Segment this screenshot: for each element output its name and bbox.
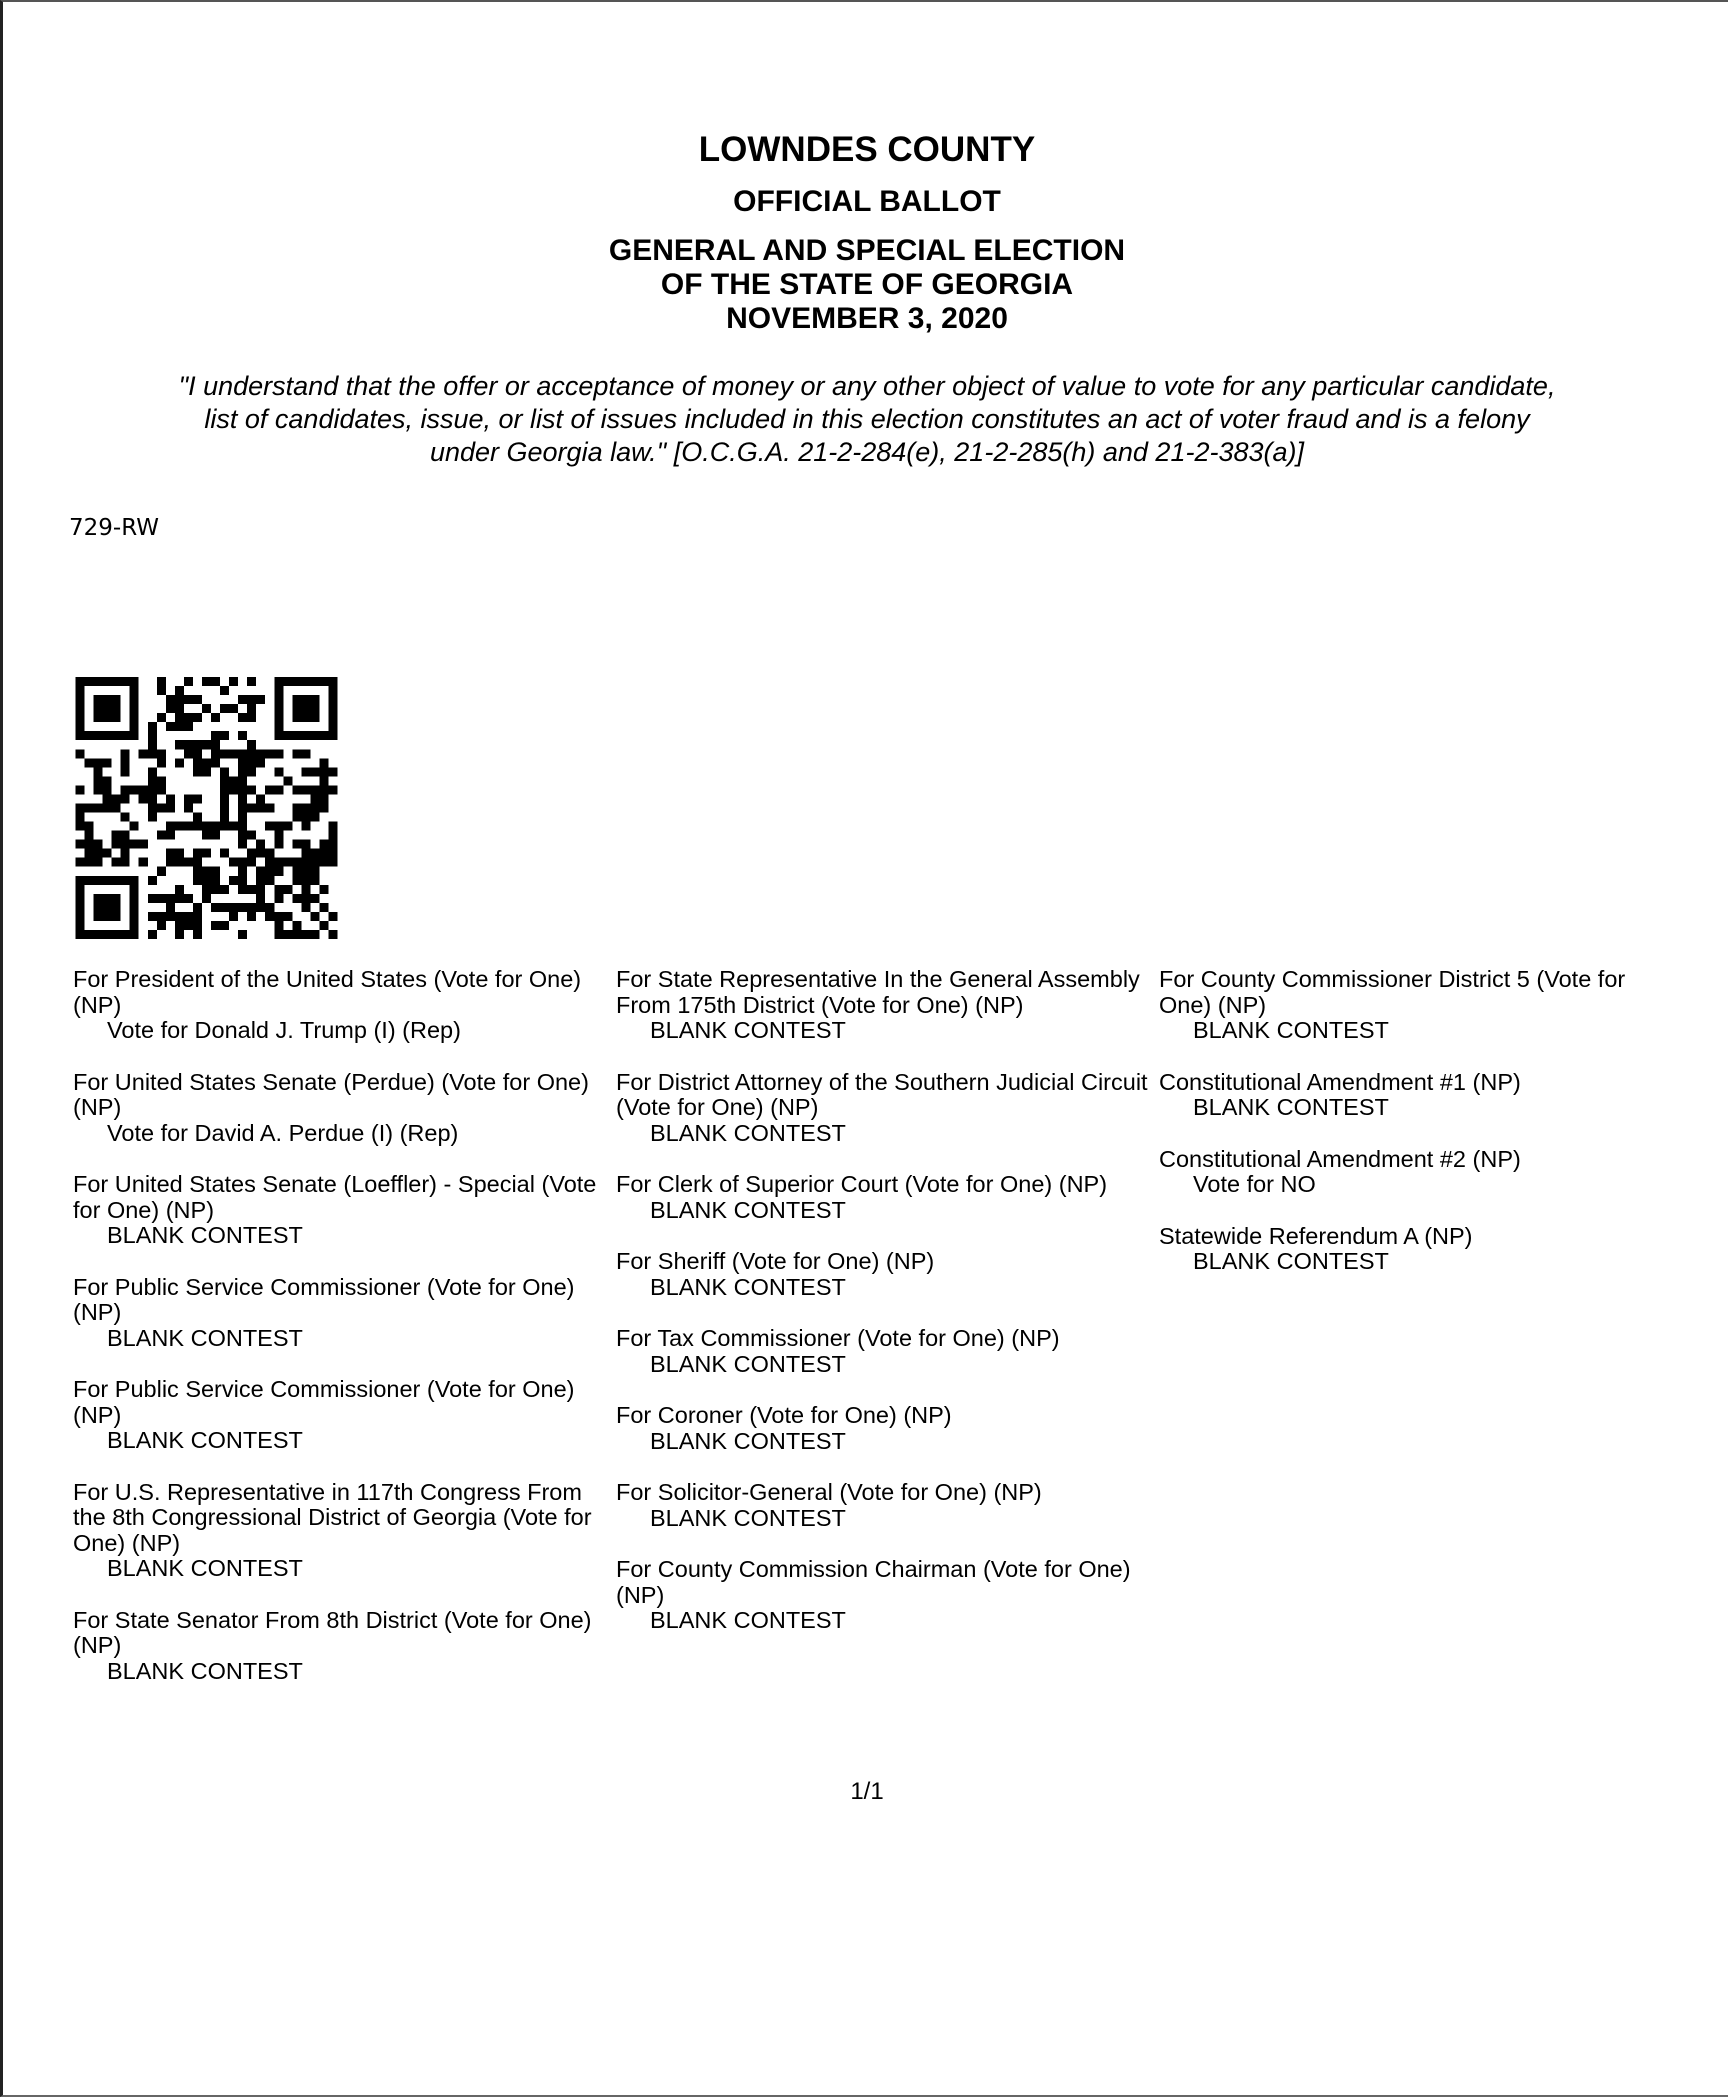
contest-item — [73, 1172, 613, 1249]
contest-choice: BLANK CONTEST — [650, 1017, 846, 1043]
contest-column-1 — [73, 967, 613, 1710]
contest-title: For President of the United States (Vote for One) (NP) — [73, 966, 582, 1018]
contest-item — [616, 1249, 1156, 1300]
contest-item — [616, 1326, 1156, 1377]
oath-line-3: under Georgia law." [O.C.G.A. 21-2-284(e), 21-2-285(h) and 21-2-383(a)] — [429, 437, 1305, 467]
contest-title: For District Attorney of the Southern Judicial Circuit (Vote for One) (NP) — [616, 1068, 1148, 1120]
contest-item — [616, 1557, 1156, 1634]
contest-title: Constitutional Amendment #1 (NP) — [1159, 1068, 1521, 1095]
contest-title: For County Commissioner District 5 (Vote for One) (NP) — [1159, 966, 1626, 1018]
contest-choice: Vote for Donald J. Trump (I) (Rep) — [107, 1017, 461, 1043]
ballot-header — [3, 128, 1728, 336]
county-title: LOWNDES COUNTY — [698, 130, 1036, 169]
contest-title: For County Commission Chairman (Vote for One) (NP) — [616, 1556, 1131, 1608]
contest-choice: BLANK CONTEST — [107, 1657, 303, 1684]
contest-title: Constitutional Amendment #2 (NP) — [1159, 1145, 1521, 1172]
contest-title: For Public Service Commissioner (Vote for One) (NP) — [73, 1273, 575, 1325]
contest-item — [616, 1172, 1156, 1223]
contest-title: For United States Senate (Loeffler) - Special (Vote for One) (NP) — [73, 1171, 597, 1223]
contest-choice: BLANK CONTEST — [107, 1324, 303, 1351]
contest-item — [1159, 1070, 1679, 1121]
contest-title: For United States Senate (Perdue) (Vote for One) (NP) — [73, 1068, 589, 1120]
contest-choice: BLANK CONTEST — [650, 1119, 846, 1146]
election-line-2: OF THE STATE OF GEORGIA — [660, 268, 1074, 301]
contest-item — [616, 967, 1156, 1044]
contest-choice: BLANK CONTEST — [107, 1427, 303, 1453]
contest-title: For State Representative In the General Assembly From 175th District (Vote for One) (NP) — [616, 966, 1140, 1018]
contest-item — [73, 1275, 613, 1352]
contest-item — [616, 1403, 1156, 1454]
contest-title: Statewide Referendum A (NP) — [1159, 1222, 1473, 1249]
contest-choice: BLANK CONTEST — [1193, 1094, 1389, 1120]
contest-choice: BLANK CONTEST — [1193, 1248, 1389, 1274]
contest-choice: BLANK CONTEST — [650, 1273, 846, 1300]
oath-line-2: list of candidates, issue, or list of issues included in this election constitutes an act of voter fraud and is a felony — [204, 404, 1530, 434]
contest-title: For Tax Commissioner (Vote for One) (NP) — [616, 1325, 1060, 1351]
contest-title: For State Senator From 8th District (Vote for One) (NP) — [73, 1606, 592, 1658]
contest-choice: BLANK CONTEST — [107, 1555, 303, 1581]
voter-fraud-oath — [53, 370, 1681, 469]
contest-item — [73, 1377, 613, 1454]
election-date: NOVEMBER 3, 2020 — [726, 302, 1008, 335]
contest-choice: BLANK CONTEST — [107, 1222, 303, 1248]
contest-item — [73, 1480, 613, 1582]
contest-column-2 — [616, 967, 1156, 1660]
qr-code-icon — [69, 677, 344, 939]
contest-column-3 — [1159, 967, 1679, 1301]
contest-item — [1159, 1147, 1679, 1198]
contest-choice: Vote for NO — [1193, 1171, 1316, 1197]
contest-choice: BLANK CONTEST — [650, 1504, 846, 1531]
contest-item — [1159, 1224, 1679, 1275]
contest-item — [616, 1070, 1156, 1147]
contest-item — [616, 1480, 1156, 1531]
contest-item — [73, 1608, 613, 1685]
contest-title: For Sheriff (Vote for One) (NP) — [616, 1248, 935, 1274]
contest-title: For U.S. Representative in 117th Congress From the 8th Congressional District of Georgia (Vote for One) (NP) — [73, 1478, 592, 1556]
official-ballot-title: OFFICIAL BALLOT — [733, 185, 1001, 218]
contest-choice: BLANK CONTEST — [650, 1350, 846, 1377]
oath-line-1: "I understand that the offer or acceptance of money or any other object of value to vote for any particular candidate, — [178, 371, 1556, 401]
election-title — [3, 234, 1728, 336]
contest-title: For Solicitor-General (Vote for One) (NP) — [616, 1479, 1042, 1505]
contest-item — [73, 967, 613, 1044]
contest-choice: BLANK CONTEST — [650, 1427, 846, 1454]
contest-choice: BLANK CONTEST — [650, 1196, 846, 1223]
contest-choice: Vote for David A. Perdue (I) (Rep) — [107, 1119, 459, 1146]
election-line-1: GENERAL AND SPECIAL ELECTION — [608, 234, 1126, 267]
contest-choice: BLANK CONTEST — [650, 1607, 846, 1633]
contest-choice: BLANK CONTEST — [1193, 1017, 1389, 1043]
contest-title: For Clerk of Superior Court (Vote for One) (NP) — [616, 1171, 1108, 1197]
contest-item — [1159, 967, 1679, 1044]
contest-title: For Public Service Commissioner (Vote for One) (NP) — [73, 1376, 575, 1428]
contest-item — [73, 1070, 613, 1147]
page-number: 1/1 — [850, 1778, 884, 1805]
ballot-id: 729-RW — [69, 515, 159, 541]
contest-title: For Coroner (Vote for One) (NP) — [616, 1402, 952, 1428]
